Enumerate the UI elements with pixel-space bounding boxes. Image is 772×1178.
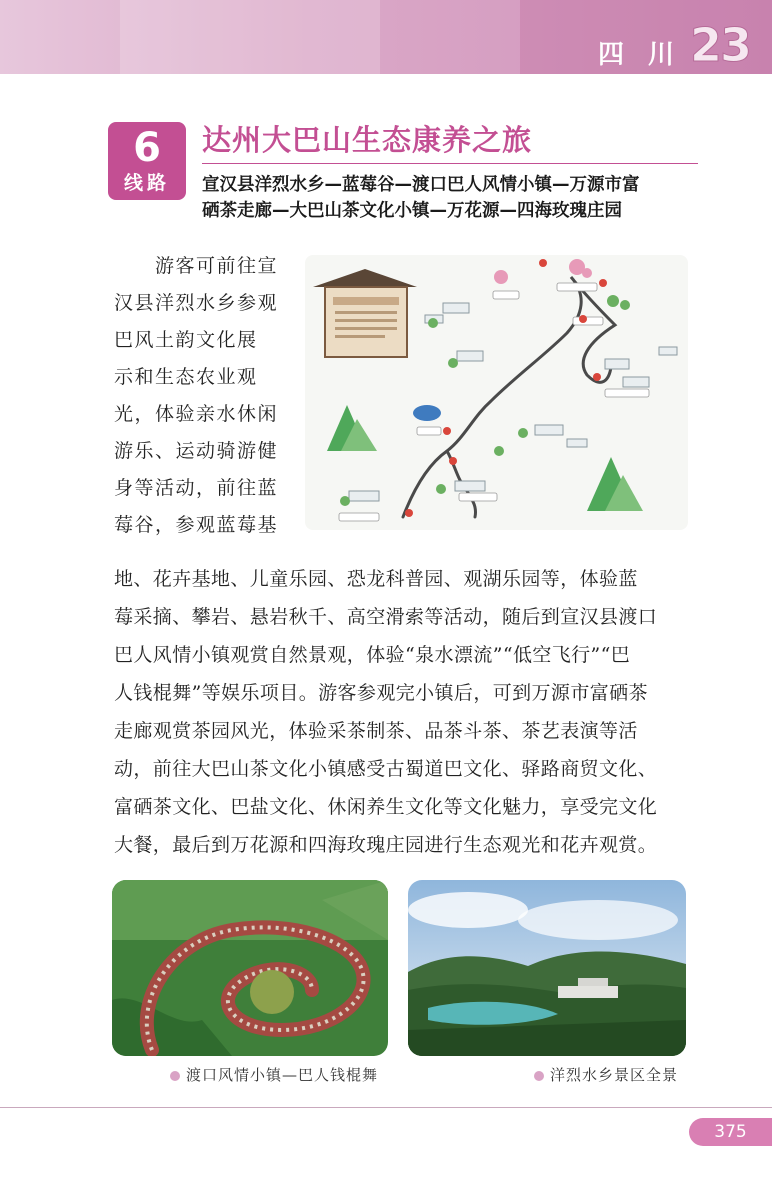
lake-icon	[413, 405, 441, 421]
photo-caption: 洋烈水乡景区全景	[534, 1064, 678, 1085]
bullet-dot-icon	[534, 1071, 544, 1081]
body-text	[114, 248, 284, 544]
text-line: 身等活动，前往蓝	[114, 477, 279, 499]
route-number: 6	[133, 125, 161, 171]
text-line: 人钱棍舞”等娱乐项目。游客参观完小镇后，可到万源市富硒茶	[114, 682, 648, 704]
text-line: 动，前往大巴山茶文化小镇感受古蜀道巴文化、驿路商贸文化、	[114, 758, 658, 780]
text-line: 莓谷，参观蓝莓基	[114, 514, 279, 536]
text-line: 大餐，最后到万花源和四海玫瑰庄园进行生态观光和花卉观赏。	[114, 834, 658, 856]
text-line: 示和生态农业观	[114, 366, 258, 388]
text-line: 地、花卉基地、儿童乐园、恐龙科普园、观湖乐园等，体验蓝	[114, 568, 638, 590]
route-map-illustration	[305, 255, 688, 530]
bullet-dot-icon	[170, 1071, 180, 1081]
page-number: 375	[689, 1118, 772, 1146]
text-line: 汉县洋烈水乡参观	[114, 292, 279, 314]
text-line: 莓采摘、攀岩、悬岩秋千、高空滑索等活动，随后到宣汉县渡口	[114, 606, 658, 628]
page-title: 达州大巴山生态康养之旅	[202, 123, 533, 157]
text-line: 游乐、运动骑游健	[114, 440, 279, 462]
route-stops-line: 宣汉县洋烈水乡—蓝莓谷—渡口巴人风情小镇—万源市富	[202, 175, 640, 195]
footer-divider	[0, 1107, 772, 1108]
photo-dukou-town	[112, 880, 388, 1056]
photo-caption: 渡口风情小镇—巴人钱棍舞	[170, 1064, 378, 1085]
body-text	[114, 560, 694, 864]
route-stops-line: 硒茶走廊—大巴山茶文化小镇—万花源—四海玫瑰庄园	[202, 201, 622, 221]
route-badge	[108, 122, 186, 200]
text-line: 巴风土韵文化展	[114, 329, 258, 351]
text-line: 富硒茶文化、巴盐文化、休闲养生文化等文化魅力，享受完文化	[114, 796, 658, 818]
photo-yanglie-panorama	[408, 880, 686, 1056]
route-label: 线路	[123, 172, 170, 194]
text-line: 巴人风情小镇观赏自然景观，体验“泉水漂流”“低空飞行”“巴	[114, 644, 631, 666]
text-line: 走廊观赏茶园风光，体验采茶制茶、品茶斗茶、茶艺表演等活	[114, 720, 638, 742]
pavilion-sign-icon	[313, 269, 417, 357]
page-header	[0, 0, 772, 74]
province-name: 四川	[598, 40, 699, 70]
title-divider	[202, 163, 698, 164]
chapter-number: 23	[690, 18, 751, 72]
text-line: 光，体验亲水休闲	[114, 403, 279, 425]
text-line: 游客可前往宣	[114, 255, 279, 277]
header-decoration	[120, 0, 380, 74]
